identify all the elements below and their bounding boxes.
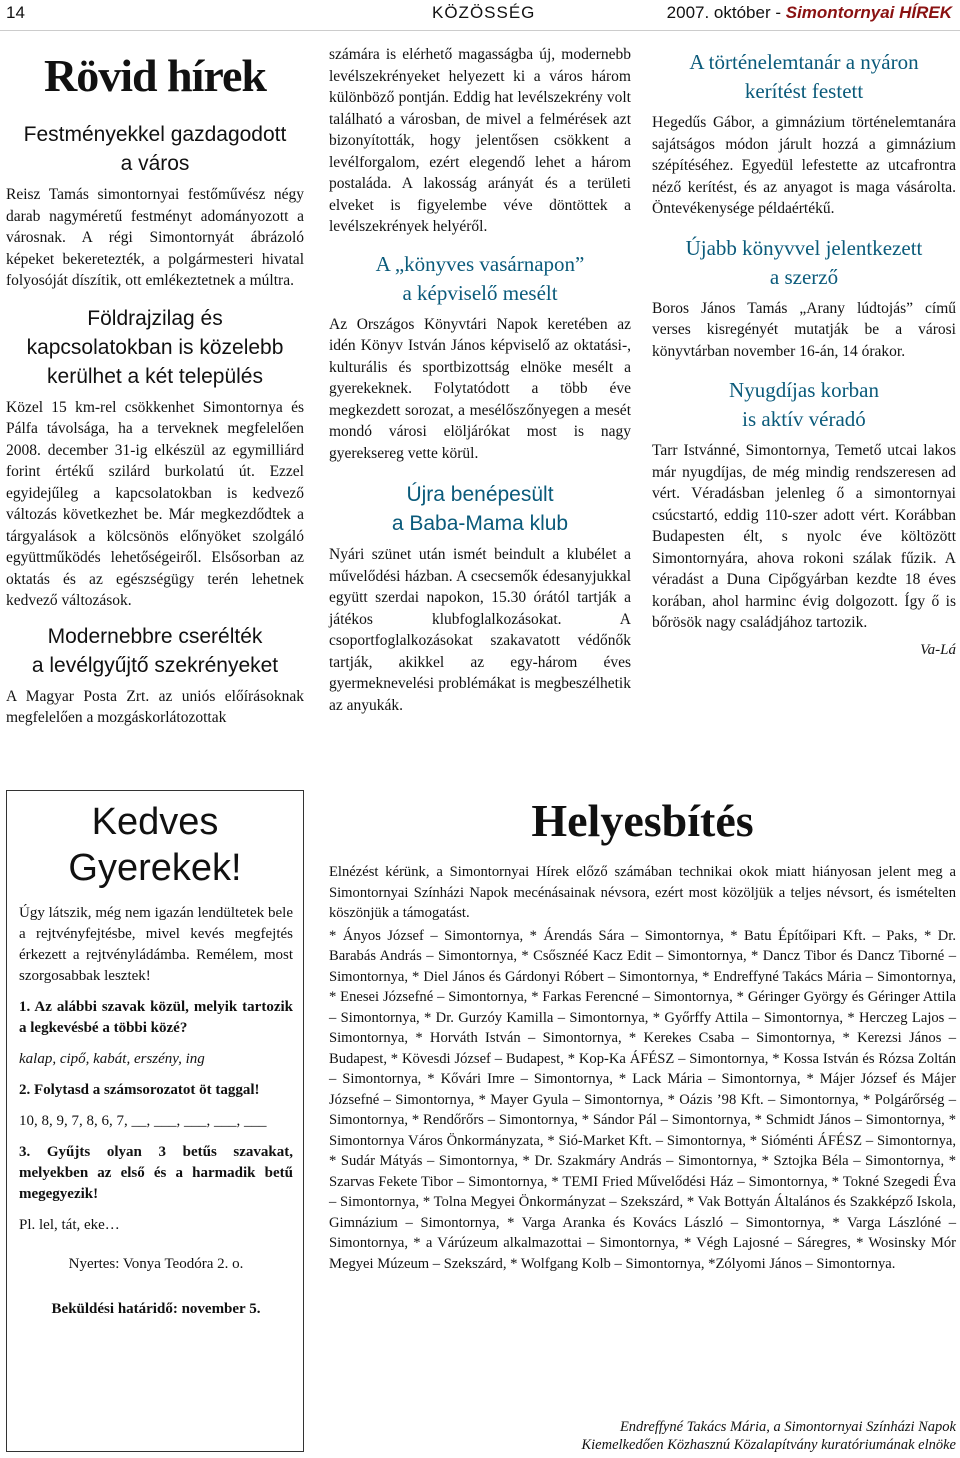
title-line: a Baba-Mama klub bbox=[391, 512, 569, 535]
issue-date: 2007. október - bbox=[666, 3, 782, 22]
title-line: Gyerekek! bbox=[68, 847, 242, 889]
article-title-festmenyek bbox=[6, 120, 304, 178]
article-body-foldrajzilag: Közel 15 km-rel csökkenhet Simontornya és Pálfa távolsága, ha a terveknek megfelelően 2008. december 31-ig elkészül az egymilliárd forint értékű szilárd burkolatú út. Ezzel egyidejűleg a kapcsolatokban is kedvező változás következhet be. Már megkezdődtek a tárgyalások a kölcsönös előnyöket szolgáló együttműködés lehetőségeiről. Elsősorban az oktatás és az egészségügy terén lehetnek kedvező változások. bbox=[6, 398, 304, 609]
right-column bbox=[652, 48, 956, 659]
title-line: Újabb könyvvel jelentkezett bbox=[685, 235, 923, 260]
title-line: kerítést festett bbox=[744, 79, 864, 103]
article-title-babamama bbox=[329, 480, 631, 538]
winner: Nyertes: Vonya Teodóra 2. o. bbox=[68, 1256, 244, 1272]
correction-title: Helyesbítés bbox=[531, 795, 754, 846]
title-line: a város bbox=[120, 152, 190, 175]
question-2-sequence: 10, 8, 9, 7, 8, 6, 7, __, ___, ___, ___, ___ bbox=[19, 1113, 267, 1129]
article-body-veradas: Tarr Istvánné, Simontornya, Temető utcai lakos már nyugdíjas, de még mindig rendszeresen ad vért. Véradásban jelenleg ő a simontornyai csúcstartó, eddig 110-szer adott vért. Korábban Budapesten élt, s nyolc éve költözött Simontornyára, ahova rokoni szálak fűzik. A véradást a Duna Cipőgyárban kezdte 18 éves korában, ahol harminc évig dolgozott. Így ő is bőrösök nagy családjához tartozik. bbox=[652, 442, 956, 631]
title-line: a szerző bbox=[769, 264, 839, 289]
article-body-konyves: Az Országos Könyvtári Napok keretében az idén Könyv István János képviselő az oktatási-, kulturális és sportbizottság elnöke mesélt a gyerekeknek. Folytatódott a több éve megkezdett sorozat, a mesélőszőnyegen a mesét mondó városi elöljárókat most is nagy gyereksereg vette körül. bbox=[329, 315, 631, 462]
section-name: KÖZÖSSÉG bbox=[432, 3, 536, 22]
page-header bbox=[0, 0, 960, 31]
title-line: is aktív véradó bbox=[742, 407, 866, 431]
question-2: 2. Folytasd a számsorozatot öt taggal! bbox=[19, 1082, 260, 1098]
kids-intro: Úgy látszik, még nem igazán lendültetek bele a rejtvényfejtésbe, mivel kevés megfejtés érkezett a rejtvényládámba. Remélem, most szorgosabbak lesztek! bbox=[19, 905, 293, 984]
article-title-tortenelemtanar bbox=[652, 48, 956, 106]
title-line: Festményekkel gazdagodott bbox=[23, 123, 287, 146]
title-line: Újra benépesült bbox=[406, 483, 554, 506]
title-line: Modernebbre cserélték bbox=[47, 624, 263, 648]
question-1: 1. Az alábbi szavak közül, melyik tartozik a legkevésbé a többi közé? bbox=[19, 999, 293, 1036]
title-line: kapcsolatokban is közelebb bbox=[26, 335, 284, 359]
correction-section bbox=[329, 792, 956, 1274]
title-line: Nyugdíjas korban bbox=[729, 378, 879, 402]
article-title-foldrajzilag bbox=[6, 304, 304, 391]
title-line: a levélgyűjtő szekrényeket bbox=[31, 653, 279, 677]
title-line: kerülhet a két település bbox=[47, 364, 263, 388]
article-body-festmenyek: Reisz Tamás simontornyai festőművész négy darab nagyméretű festményt adományozott a városnak. A régi Simontornyát ábrázoló képeket bekeretezték, a polgármesteri hivatal folyosóját díszítik, ott emlékeztetnek a múltra. bbox=[6, 186, 304, 289]
article-title-levelgyujto bbox=[6, 622, 304, 680]
article-body-levelgyujto-cont: számára is elérhető magasságba új, modernebb levélszekrényeket helyezett ki a város három különböző pontján. Eddig hat levélszekrény volt található a városban, de mivel a felmérések azt bizonyították, hogy jelentősen csökkent a levélforgalom, ezért elegendő lehet a három postaláda. A lakosság arányát és a területi elveket is figyelembe véve döntöttek a levélszekrények helyéről. bbox=[329, 46, 631, 235]
kids-puzzle-box bbox=[6, 790, 304, 1452]
kids-title bbox=[7, 799, 303, 891]
issue-info bbox=[667, 3, 952, 23]
article-body-tortenelemtanar: Hegedűs Gábor, a gimnázium történelemtanára sajátságos módon járult hozzá a gimnázium szépítéséhez. Egyedül lefestette az utcafrontra néző kerítést, és az anyagot is maga vásárolta. Öntevékenysége példaértékű. bbox=[652, 114, 956, 217]
article-title-konyv bbox=[652, 234, 956, 292]
sponsor-list: * Ányos József – Simontornya, * Árendás Sára – Simontornya, * Batu Építőipari Kft. – Paks, * Dr. Barabás András – Simontornya, * Csősznéé Kacz Edit – Simontornya, * Dancz Tibor és Dancz Tiborné – Simontornya, * Diel János és Gárdonyi Róbert – Simontornya, * Endreffyné Takács Mária – Simontornya, * Enesei Józsefné – Simontornya, * Farkas Ferencné – Simontornya, * Géringer György és Géringer Attila – Simontornya, * Dr. Gurzóy Kamilla – Simontornya, * Győrffy Attila – Simontornya, * Herczeg Lajos – Simontornya, * Horváth István – Simontornya, * Kerekes Csaba – Simontornya, * Kerezsi János – Budapest, * Kövesdi József – Budapest, * Kop-Ka ÁFÉSZ – Simontornya, * Kossa István és Rózsa Zoltán – Simontornya, * Kővári Imre – Simontornya, * Lack Mária – Simontornya, * Májer József és Májer Józsefné – Simontornya, * Mayer Gyula – Simontornya, * Oázis ’98 Kft. – Simontornya, * Polgárőrség – Simontornya, * Rendőrőrs – Simontornya, * Sándor Pál – Simontornya, * Schmidt János – Simontornya, * Simontornya Város Önkormányzata, * Sió-Market Kft. – Simontornya, * Sióménti ÁFÉSZ – Simontornya, * Sudár Mátyás – Simontornya, * Dr. Szakmáry András – Simontornya, * Sztojka Béla – Simontornya, * Szarvas Fekete Tibor – Simontornya, * TEMI Fried Művelődési Ház – Simontornya, * Tokné Szegedi Éva – Simontornya, * Tolna Megyei Önkormányzat – Szekszárd, * Vak Bottyán Általános és Szakképző Iskola, Gimnázium – Simontornya, * Varga Aranka és Kovács László – Simontornya, * Varga Lászlóné – Simontornya, * a Várúzeum alkalmazottai – Simontornya, * Végh Lajosné – Sáregres, * Wosinsky Mór Megyei Múzeum – Szekszárd, * Wolfgang Kolb – Simontornya, *Zólyomi János – Simontornya. bbox=[329, 927, 956, 1272]
article-title-veradas bbox=[652, 376, 956, 434]
title-line: A „könyves vasárnapon” bbox=[375, 251, 585, 276]
title-line: a képviselő mesélt bbox=[402, 280, 558, 305]
middle-column bbox=[329, 44, 631, 724]
left-column bbox=[6, 48, 304, 737]
article-body-babamama: Nyári szünet után ismét beindult a klubélet a művelődési házban. A csecsemők édesanyjukkal együtt szerdai napokon, 15.30 órától tartják a játékos klubfoglalkozásokat. A csoportfoglalkozásokat szakavatott védőnők tartják, akikkel az egy-három éves gyermeknevelési problémákat is megbeszélhetik az anyukák. bbox=[329, 546, 631, 714]
article-body-levelgyujto: A Magyar Posta Zrt. az uniós előírásoknak megfelelően a mozgáskorlátozottak bbox=[6, 687, 304, 726]
article-title-konyves bbox=[329, 250, 631, 308]
main-title: Rövid hírek bbox=[43, 50, 267, 101]
title-line: Földrajzilag és bbox=[87, 306, 223, 330]
article-body-konyv: Boros János Tamás „Arany lúdtojás” című verses kisregényét mutatják be a városi könyvtárban november 16-án, 14 órakor. bbox=[652, 299, 956, 360]
author-signature: Va-Lá bbox=[920, 641, 956, 658]
paper-name: Simontornyai HÍREK bbox=[785, 3, 952, 22]
question-3-example: Pl. lel, tát, eke… bbox=[19, 1217, 120, 1233]
title-line: Kedves bbox=[91, 801, 219, 843]
correction-intro: Elnézést kérünk, a Simontornyai Hírek előző számában technikai okok miatt hiányosan jelent meg a Simontornyai Színházi Napok mecénásainak névsora, ezért most közöljük a teljes névsort, és ismételten köszönjük a támogatást. bbox=[329, 864, 956, 921]
signature-line: Kiemelkedően Közhasznú Közalapítvány kuratóriumának elnöke bbox=[581, 1437, 956, 1453]
page-number: 14 bbox=[6, 3, 25, 22]
correction-signature bbox=[500, 1418, 956, 1454]
title-line: A történelemtanár a nyáron bbox=[689, 50, 919, 74]
question-3: 3. Gyűjts olyan 3 betűs szavakat, melyekben az első és a harmadik betű megegyezik! bbox=[19, 1144, 293, 1202]
deadline: Beküldési határidő: november 5. bbox=[51, 1301, 261, 1317]
signature-line: Endreffyné Takács Mária, a Simontornyai Színházi Napok bbox=[619, 1419, 956, 1435]
question-1-words: kalap, cipő, kabát, erszény, ing bbox=[19, 1051, 205, 1067]
